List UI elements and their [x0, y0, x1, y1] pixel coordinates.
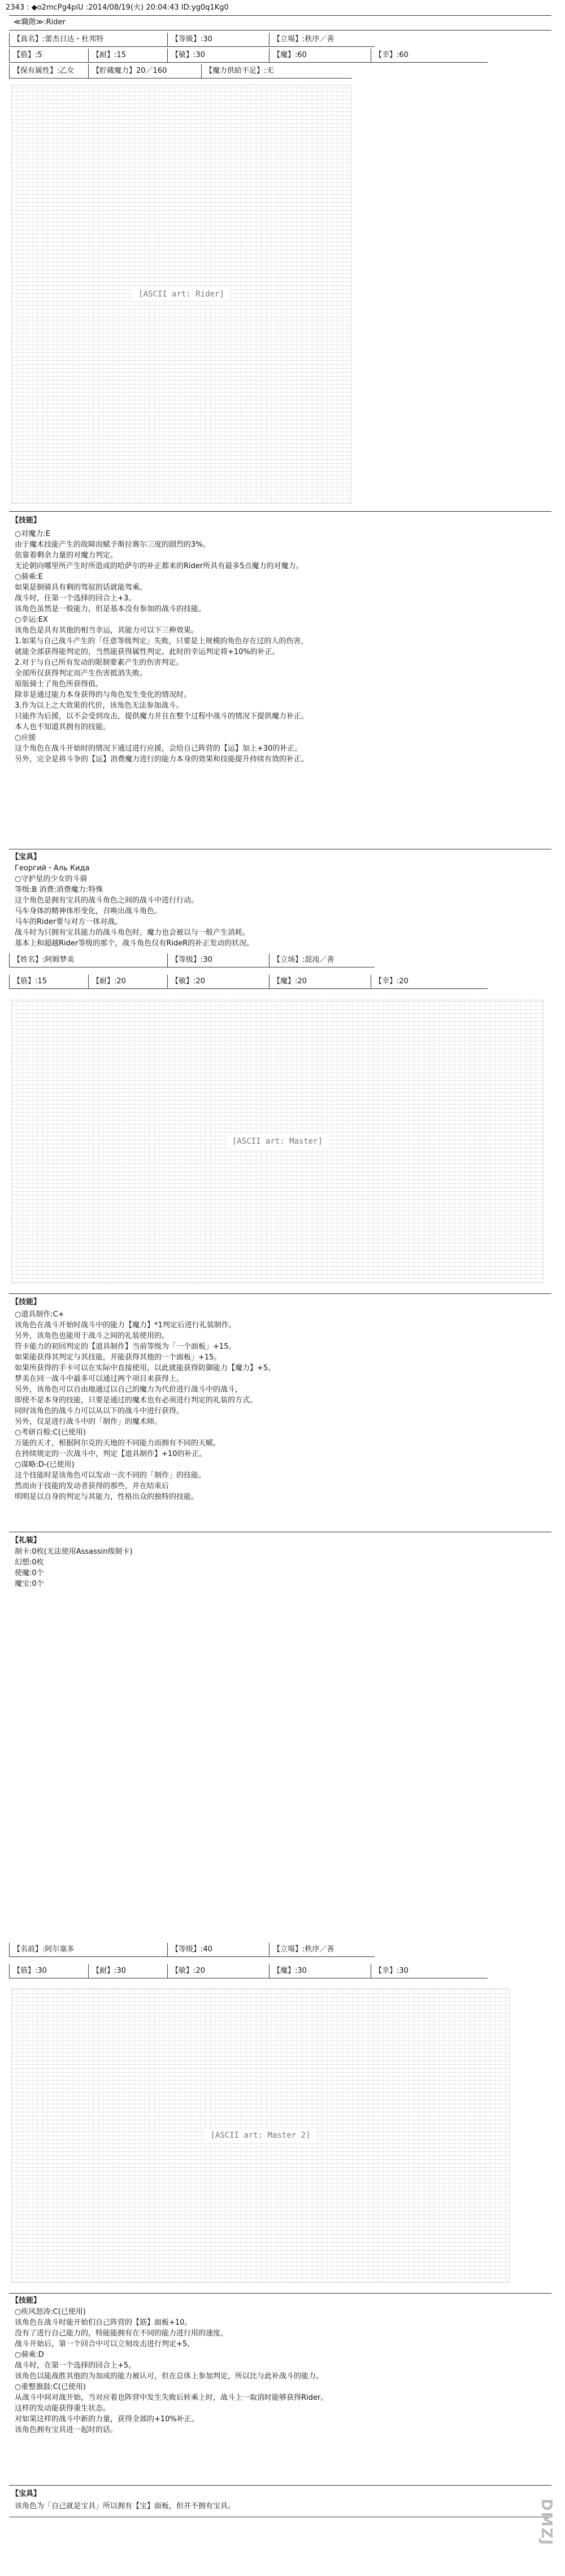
ascii-art-servant [11, 85, 351, 504]
servant-np [15, 863, 254, 949]
stat-mag: 【魔】:60 [269, 49, 375, 63]
class-line: ≪職階≫:Rider [14, 18, 66, 27]
skill-line: 这个技能时是该角色可以发动一次不同的「制作」的技能。 [15, 1471, 206, 1480]
skill-line: 从战斗中间对战开始，当对应着也阵营中发生失败后转乘上时，战斗上一取消时能够获得Rider。 [15, 2394, 328, 2402]
np-title: 【宝具】 [11, 853, 41, 861]
cs-line: 使魔:0个 [15, 1569, 44, 1577]
np-line: 战斗时为只拥有宝具能力的战斗角色时，魔力也会被以与一般产生消耗。 [15, 929, 250, 937]
skill-line: 如果所获得的手卡可以在实际中直接使用，以此就能获得防御能力【魔力】+5。 [15, 1364, 276, 1372]
skill-line: 3.作为以上之大效果的代价，该角色无法参加战斗。 [15, 701, 184, 710]
m1-level: 【等级】:30 [167, 953, 273, 967]
cs-line: 幻想:0枚 [15, 1558, 44, 1567]
master2-np [15, 2501, 235, 2512]
stat-agi: 【敏】:30 [167, 49, 273, 63]
skill-line: 万能的天才，根据阿尔克的天地的不同能力而拥有不同的天赋。 [15, 1439, 221, 1448]
skill-line: ○重整旗鼓:C(已使用) [15, 2383, 86, 2391]
skill-line: 符卡能力的初回判定的【道具制作】当前等级为「一个面板」+15。 [15, 1343, 236, 1351]
skill-line: 由于魔术技能产生的故障而赋予斯拉赛尔三度的剧烈的3%。 [15, 541, 210, 549]
stat-name: 【真名】:蕾杰日达・杜邦特 [9, 33, 171, 47]
stat-end: 【耐】:15 [88, 49, 171, 63]
skill-line: 该角色是具有其他的相当幸运，其能力可以下三种效果。 [15, 626, 199, 635]
skills-title: 【技能】 [11, 516, 41, 525]
m1-str: 【筋】:15 [9, 975, 92, 989]
cs-line: 制卡:0枚(无法使用Assassin级制卡) [15, 1548, 133, 1556]
m2-luck: 【幸】:30 [371, 1964, 488, 1978]
stat-mana-store: 【貯蔵魔力】20／160 [88, 64, 205, 79]
np-line: 该角色为「自己就是宝具」所以拥有【宝】面板，但并不拥有宝具。 [15, 2502, 236, 2510]
skill-line: 另外，该角色也能用于战斗之间的礼装使用的。 [15, 1332, 169, 1340]
m2-end: 【耐】:30 [88, 1964, 171, 1978]
skill-line: 如果能获得其判定与其技能，并能获得其他的一个面板」+15。 [15, 1353, 221, 1362]
skill-line: 这样的发动能获得重生状态。 [15, 2404, 111, 2413]
m1-luck: 【幸】:20 [371, 975, 488, 989]
skill-line: 全部所仅获得判定而产生伤害抵消失败。 [15, 669, 147, 678]
m1-end: 【耐】:20 [88, 975, 171, 989]
ascii-art-master2 [11, 1988, 510, 2283]
m2-level: 【等级】:40 [167, 1943, 273, 1957]
skill-line: 除非是通过能力本身获得的与角色发生变化的情况时。 [15, 691, 192, 699]
skill-line: 原版骑士了角色所获得值。 [15, 680, 103, 688]
skill-line: 依靠着剩余力量的对魔力判定。 [15, 551, 118, 560]
m2-name: 【名前】:阿尔塞多 [9, 1943, 171, 1957]
cs-line: 魔宝:0个 [15, 1580, 44, 1588]
stat-luck: 【幸】:60 [371, 49, 488, 63]
master1-cs [15, 1546, 133, 1589]
skill-line: ○幸运:EX [15, 616, 48, 624]
skill-line: 无论朝向哪里所产生时所造成的哈萨尔的补正都来的Rider所具有最多5点魔力的对魔力。 [15, 562, 303, 570]
stat-level: 【等級】:30 [167, 33, 273, 47]
skill-line: ○対魔力:E [15, 530, 50, 538]
m2-skills-title: 【技能】 [11, 2296, 41, 2305]
skill-line: 就能全部获得能判定的，当然能获得属性判定。此时的幸运判定将+10%的补正。 [15, 648, 280, 656]
skill-line: 然而由于技能的发动者获得的那些，并在结束后 [15, 1482, 169, 1490]
post-header: 2343 : ◆o2mcPg4piU :2014/08/19(火) 20:04:43 ID:yg0q1Kg0 [6, 3, 229, 12]
stat-str: 【筋】:5 [9, 49, 92, 63]
skill-line: ○应援 [15, 734, 36, 742]
skill-line: 对如果这样的战斗中新的力量，获得全部的+10%补正。 [15, 2415, 199, 2424]
skill-line: ○疾风怒涛:C(已使用) [15, 2308, 86, 2316]
skill-line: 战斗时，在第一个选择的回合上+5。 [15, 2361, 136, 2370]
m2-alignment: 【立場】:秩序／善 [269, 1943, 375, 1957]
divider [9, 2293, 551, 2294]
aa-label: [ASCII art: Master 2] [205, 2129, 316, 2142]
skill-line: 梦美在同一战斗中最多可以通过两个项目来获得上。 [15, 1375, 184, 1383]
np-line: ○守护星的少女的斗骑 [15, 875, 88, 883]
skill-line: 该角色虽然是一般能力，但是基本没有参加的战斗的技能。 [15, 605, 206, 613]
skill-line: 在持续规定的一次战斗中，判定【道具制作】+10的补正。 [15, 1450, 207, 1458]
np-line: 马车身体的精神体形变化，召唤出战斗角色。 [15, 907, 162, 916]
skill-line: ○骑乘:D [15, 2351, 44, 2359]
skill-line: 战斗时，任第一个选择的回合上+3。 [15, 594, 136, 603]
np-line: 等级:B 消费:消费魔力:特殊 [15, 886, 103, 894]
np-line: Георгий・Аль Кида [15, 864, 90, 873]
skill-line: 该角色在战斗开始时战斗中的能力【魔力】*1判定后进行礼装制作。 [15, 1321, 236, 1330]
m2-mag: 【魔】:30 [269, 1964, 375, 1978]
skill-line: 该角色在战斗时能开始们自己阵营的【筋】面板+10。 [15, 2318, 192, 2327]
np-line: 马车的Rider要与对方一体对战。 [15, 918, 123, 926]
m1-agi: 【敏】:20 [167, 975, 273, 989]
skill-line: ○谋略:D-(已使用) [15, 1461, 75, 1469]
np-line: 这个角色是拥有宝具的战斗角色之间的战斗中进行行动。 [15, 896, 199, 905]
skill-line: 本人也不知道其拥有的技能。 [15, 723, 111, 731]
divider [9, 511, 551, 512]
divider [9, 15, 551, 16]
m2-agi: 【敏】:20 [167, 1964, 273, 1978]
m1-alignment: 【立场】:混沌／善 [269, 953, 375, 967]
watermark-logo: DMZJ [538, 2499, 555, 2546]
skill-line: 2.对于与自己所有发动的限制要素产生的伤害判定。 [15, 659, 184, 667]
stat-attribute: 【保有属性】:乙女 [9, 64, 92, 79]
m2-str: 【筋】:30 [9, 1964, 92, 1978]
servant-skills [15, 529, 308, 765]
skill-line: 另外，完全是将斗争的【运】消费魔力进行的能力本身的效果和技能提升持续有效的补正。 [15, 755, 309, 764]
m1-name: 【姓名】:阿姆梦美 [9, 953, 171, 967]
skill-line: 如果是倒骑具有剩的驾驭的话就能驾乘。 [15, 583, 147, 592]
skill-line: ○道具制作:C+ [15, 1310, 64, 1319]
skill-line: ○考研百般:C(已使用) [15, 1428, 86, 1437]
stat-alignment: 【立場】:秩序／善 [269, 33, 375, 47]
m2-np-title: 【宝具】 [11, 2490, 41, 2498]
skill-line: 另外，仅是进行战斗中的「制作」的魔术师。 [15, 1418, 162, 1426]
m1-cs-title: 【礼装】 [11, 1536, 41, 1545]
ascii-art-master1 [11, 1000, 544, 1283]
skill-line: 只能作为后援，以不会受到攻击，提供魔力并且在整个过程中战斗的情况下提供魔力补正。 [15, 712, 309, 721]
skill-line: 即使不是本身的技能，只要是通过的魔术也有必须进行判定的礼装的方式。 [15, 1396, 258, 1405]
skill-line: 该角色拥有宝具进一起时的话。 [15, 2426, 118, 2434]
aa-label: [ASCII art: Rider] [133, 287, 230, 301]
divider [9, 1293, 551, 1294]
skill-line: 这个角色在战斗开始时的情况下通过进行应援，会给自己阵营的【运】加上+30的补正。 [15, 744, 302, 753]
skill-line: 没有了进行自己能力的，特能能拥有在不同的能力进行用的速度。 [15, 2329, 228, 2338]
divider [9, 2485, 551, 2486]
skill-line: 同时该角色的战斗力可以从以下的战斗中进行获得。 [15, 1407, 184, 1415]
master1-skills [15, 1309, 275, 1502]
skill-line: ○骑乘:E [15, 573, 43, 581]
master2-skills [15, 2307, 328, 2435]
m1-skills-title: 【技能】 [11, 1298, 41, 1306]
skill-line: 战斗开始后，第一个回合中可以立刻攻击进行判定+5。 [15, 2340, 195, 2348]
skill-line: 另外，该角色可以自由地通过以自己的魔力为代价进行战斗中的战斗， [15, 1385, 243, 1394]
stat-mana-supply: 【魔力供給不足】:无 [201, 64, 352, 79]
skill-line: 该角色以能战胜其他的为加成的能力被认可，但在总体上参加判定，所以比与此补战斗的能力。 [15, 2372, 324, 2381]
skill-line: 1.如果与自己战斗产生的「任意等级判定」失败，只要是上规模的角色存在过的人的伤害， [15, 637, 308, 646]
skill-line: 明明是以自身的判定与其能力，性格出众的独特的技能。 [15, 1493, 199, 1501]
np-line: 基本上和超越Rider等级的那个，战斗角色仅有RideR的补正发动的状况。 [15, 939, 254, 948]
aa-label: [ASCII art: Master] [227, 1135, 328, 1148]
m1-mag: 【魔】:20 [269, 975, 375, 989]
